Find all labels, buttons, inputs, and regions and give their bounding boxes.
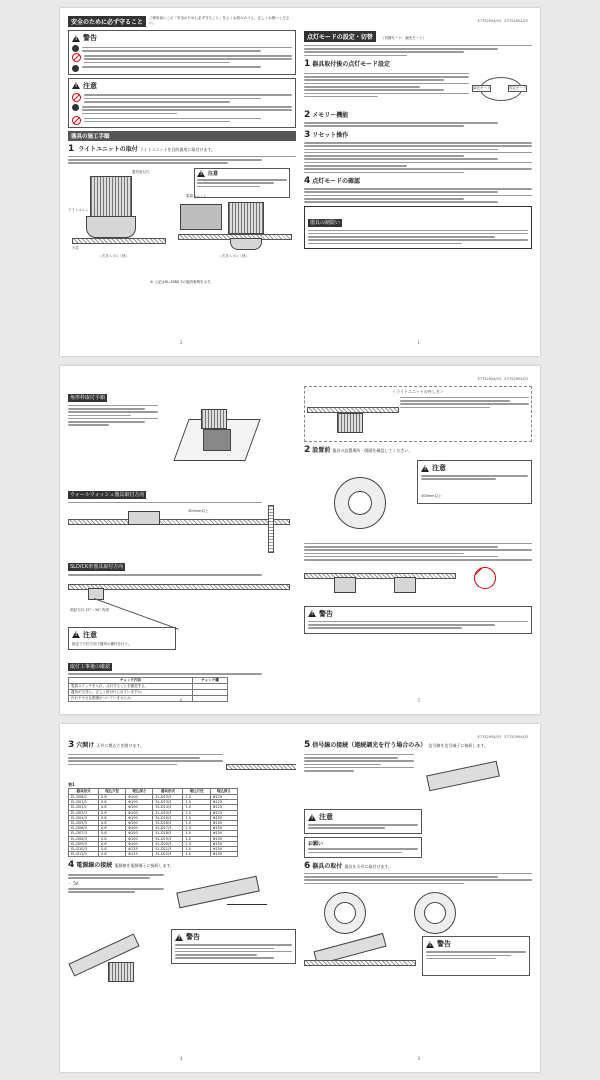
table-cell: EL-D22/3 bbox=[153, 852, 183, 857]
table-cell: Φ125 bbox=[210, 810, 237, 815]
label-power-unit: 電源ユニット bbox=[186, 194, 207, 198]
safety-heading: 安全のために必ず守ること bbox=[68, 16, 146, 27]
step-note: ライトユニットを目的器用に取付けます。 bbox=[139, 146, 216, 152]
table-cell: Φ125 bbox=[210, 805, 237, 810]
caution-box bbox=[417, 460, 532, 504]
section-title: 器具の取付 bbox=[312, 862, 343, 870]
caution-icon bbox=[72, 631, 80, 638]
lamp-inner bbox=[348, 491, 372, 515]
lamp bbox=[334, 577, 356, 593]
power-unit bbox=[180, 204, 222, 230]
section-number: 3 bbox=[304, 130, 311, 140]
table-cell: 0.8 bbox=[99, 841, 126, 846]
table-cell: 0.8 bbox=[99, 836, 126, 841]
diagram-caution-box bbox=[194, 168, 290, 198]
section-title: 電源線の接続 bbox=[76, 862, 113, 870]
ceiling-section bbox=[226, 764, 296, 770]
table-cell: 0.8 bbox=[99, 810, 126, 815]
sheet-3 bbox=[60, 724, 540, 1072]
page-1 bbox=[304, 16, 532, 348]
check-item: 器具が天井に、正しく取付けられていますか。 bbox=[69, 689, 193, 695]
table-cell: EL-D19/3 bbox=[153, 836, 183, 841]
section-title: メモリー機能 bbox=[312, 112, 349, 120]
placement-diagram bbox=[304, 459, 414, 539]
mandatory-icon bbox=[72, 45, 79, 52]
section-title: 設置前 bbox=[312, 447, 331, 454]
table-header: 器具形式 bbox=[153, 789, 183, 795]
section-number: 1 bbox=[304, 59, 311, 70]
sld-head: SLD/CK形器具取付方向 bbox=[70, 564, 124, 571]
table-cell: 0.8 bbox=[99, 826, 126, 831]
table-cell: 1.0 bbox=[183, 805, 210, 810]
heatsink-installed bbox=[228, 202, 264, 234]
distance-label: 300mm以上 bbox=[421, 493, 442, 498]
check-col-header: チェック欄 bbox=[193, 677, 228, 683]
prohibited-mark bbox=[474, 567, 514, 597]
table-cell: EL-D14/3 bbox=[153, 805, 183, 810]
signal-diagram bbox=[417, 754, 532, 804]
square-lamp bbox=[203, 429, 231, 451]
table-cell: EL-D11/3 bbox=[69, 852, 99, 857]
amperage-value: 5A bbox=[73, 880, 79, 886]
section-sub: 器具を天井に取付けます。 bbox=[344, 863, 393, 869]
installed-light bbox=[230, 238, 262, 250]
table-cell: 0.8 bbox=[99, 800, 126, 805]
section-number: 5 bbox=[304, 740, 311, 750]
table-cell: EL-D08/1 bbox=[69, 795, 99, 800]
table-cell: 1.0 bbox=[183, 831, 210, 836]
section-title: 器具取付後の点灯モード設定 bbox=[312, 61, 391, 69]
caution-label: 注意 bbox=[83, 81, 97, 90]
mode-setting-sub: （初期モード：調光モード） bbox=[380, 36, 427, 40]
section-title: 信号線の接続（連続調光を行う場合のみ） bbox=[312, 742, 427, 749]
beam-line bbox=[94, 598, 179, 630]
dimension-table bbox=[68, 788, 238, 857]
table-cell: EL-D16/3 bbox=[153, 820, 183, 825]
table-cell: 0.8 bbox=[99, 815, 126, 820]
wallwash-lamp bbox=[128, 511, 160, 525]
mode-a-label: 調光モード bbox=[473, 86, 491, 91]
wallwash-head: ウォールウォッシュ器具取付方向 bbox=[70, 492, 145, 498]
page-3 bbox=[304, 732, 532, 1064]
label-screw: 器具取付穴 bbox=[132, 170, 150, 174]
check-item: 汚れや小さな損傷がついていませんか。 bbox=[69, 695, 193, 701]
mode-setting-title: 点灯モードの設定・切替 bbox=[304, 31, 376, 42]
table-cell: 0.8 bbox=[99, 831, 126, 836]
table-cell: 1.0 bbox=[183, 810, 210, 815]
mounting-diagram bbox=[304, 886, 532, 976]
label-light-unit: ライトユニット bbox=[68, 208, 93, 212]
table-cell: Φ150 bbox=[210, 846, 237, 851]
signal-unit bbox=[426, 761, 500, 792]
table-cell: 0.8 bbox=[99, 820, 126, 825]
table-cell: Φ150 bbox=[210, 826, 237, 831]
square-frame-diagram bbox=[161, 405, 296, 475]
section-number: 2 bbox=[304, 110, 311, 121]
table-cell: 1.0 bbox=[183, 795, 210, 800]
section-number: 6 bbox=[304, 860, 311, 871]
table-cell: Φ100 bbox=[126, 810, 153, 815]
table-cell: Φ100 bbox=[126, 805, 153, 810]
warning-label: 警告 bbox=[186, 933, 200, 942]
table-cell: Φ150 bbox=[210, 820, 237, 825]
heatsink bbox=[201, 409, 227, 429]
mode-cycle-diagram bbox=[472, 71, 532, 107]
table-header: 埋込深さ bbox=[126, 789, 153, 795]
page-number: 6 bbox=[180, 698, 183, 703]
table-cell: EL-D15/3 bbox=[153, 810, 183, 815]
table-label: 表1 bbox=[68, 782, 75, 787]
removal-diagram bbox=[307, 397, 397, 437]
mandatory-icon bbox=[72, 104, 79, 111]
restriction-box bbox=[304, 206, 532, 249]
heatsink bbox=[90, 176, 132, 218]
table-cell: Φ100 bbox=[126, 795, 153, 800]
hole-diagram bbox=[226, 754, 296, 780]
ceiling-section bbox=[68, 519, 290, 525]
table-cell: EL-D03/3 bbox=[69, 810, 99, 815]
warning-label: 警告 bbox=[83, 34, 97, 42]
installation-diagram bbox=[68, 166, 296, 278]
warning-label: 警告 bbox=[319, 609, 333, 618]
caution-text: 指定で方位方向で器具の操作を行う。 bbox=[72, 641, 132, 646]
restriction-head: 器具の制限い bbox=[310, 219, 341, 226]
section-number: 3 bbox=[68, 740, 75, 750]
label-frame-b: 〈天井へ の〉（別） bbox=[218, 254, 249, 258]
clearance-diagram bbox=[304, 563, 532, 603]
page-4: 3 穴開け 天井に埋込穴を開けます。 表1 器具形式 埋込穴径 埋込深さ 器具形式 埋込穴径 埋込深さ EL-D08/1 0.8 Φ100 EL-D13/3 1.0 Φ125 EL-D01/1 0.8 Φ100 EL-D13/3 1.0 Φ125 EL-D02/1 0.8 Φ100 EL-D14/3 1.0 Φ125 EL-D03/3 0.8 Φ100 EL-D15/3 1.0 Φ125 EL-D04/3 0.8 Φ100 EL-D15/3 1.0 Φ150 EL-D05/3 0.8 Φ100 EL-D16/3 1.0 Φ150 EL-D06/3 0.8 Φ100 EL-D17/3 1.0 Φ150 EL-D07/3 0.8 Φ100 EL-D18/3 1.0 Φ150 EL-D08/3 0.8 Φ100 EL-D19/3 1.0 Φ150 EL-D09/3 0.8 Φ100 EL-D20/3 1.0 Φ150 EL-D10/3 0.8 Φ125 EL-D21/3 1.0 Φ150 EL-D11/3 0.8 Φ125 EL-D22/3 1.0 Φ150 4 電源線の接続 電源線を電源端子に接続します。 ・ 5A ! 警告 4 bbox=[68, 732, 296, 1064]
table-cell: Φ150 bbox=[210, 841, 237, 846]
caution-label: 注意 bbox=[319, 813, 333, 821]
wallwash-diagram bbox=[68, 505, 296, 551]
table-cell: EL-D01/1 bbox=[69, 800, 99, 805]
notice-label: お願い bbox=[308, 840, 324, 847]
check-cell[interactable] bbox=[193, 695, 228, 701]
label-frame-a: 〈天井へ の〉（別） bbox=[98, 254, 129, 258]
heatsink bbox=[108, 962, 134, 982]
page-number: 1 bbox=[417, 340, 420, 345]
table-cell: EL-D15/3 bbox=[153, 815, 183, 820]
table-cell: EL-D09/3 bbox=[69, 841, 99, 846]
table-cell: EL-D08/3 bbox=[69, 836, 99, 841]
table-cell: EL-D07/3 bbox=[69, 831, 99, 836]
table-cell: 1.0 bbox=[183, 841, 210, 846]
section-sub: 天井に埋込穴を開けます。 bbox=[96, 743, 145, 748]
caution-icon bbox=[421, 465, 429, 472]
table-cell: 1.0 bbox=[183, 815, 210, 820]
page-number: 4 bbox=[180, 1056, 183, 1061]
section-install-head: 器具の施工手順 bbox=[68, 131, 296, 141]
table-row bbox=[69, 852, 238, 857]
mode-b-label: 固定モード bbox=[509, 86, 527, 91]
page-2 bbox=[68, 16, 296, 348]
table-cell: Φ150 bbox=[210, 831, 237, 836]
table-cell: EL-D10/3 bbox=[69, 846, 99, 851]
caution-box bbox=[304, 809, 422, 834]
mandatory-icon bbox=[72, 65, 79, 72]
prohibited-icon bbox=[72, 53, 81, 62]
table-cell: Φ150 bbox=[210, 815, 237, 820]
warning-icon bbox=[308, 610, 316, 617]
prohibited-icon bbox=[474, 567, 496, 589]
warning-box bbox=[422, 936, 530, 976]
distance-label: 300mm以上 bbox=[188, 509, 209, 514]
sheet-1 bbox=[60, 8, 540, 356]
table-cell: 0.8 bbox=[99, 852, 126, 857]
check-table bbox=[68, 677, 228, 702]
light-unit-body bbox=[86, 216, 136, 238]
section-sub: 器具の設置場所・間隔を確認してください。 bbox=[332, 448, 413, 453]
table-cell: EL-D02/1 bbox=[69, 805, 99, 810]
caution-box bbox=[68, 627, 176, 650]
page-5 bbox=[304, 374, 532, 706]
table-cell: 0.8 bbox=[99, 805, 126, 810]
document-code: E7752954/03 E7752954/03 bbox=[477, 377, 528, 381]
table-cell: Φ125 bbox=[126, 846, 153, 851]
table-cell: 1.0 bbox=[183, 836, 210, 841]
table-cell: Φ125 bbox=[210, 795, 237, 800]
sld-diagram bbox=[68, 578, 296, 624]
table-cell: Φ150 bbox=[210, 836, 237, 841]
table-cell: Φ125 bbox=[210, 800, 237, 805]
step-number: 1 bbox=[68, 143, 75, 154]
table-cell: EL-D05/3 bbox=[69, 820, 99, 825]
table-cell: Φ100 bbox=[126, 836, 153, 841]
table-cell: 1.0 bbox=[183, 846, 210, 851]
page-number: 3 bbox=[417, 1056, 420, 1061]
page-number: 2 bbox=[180, 340, 183, 345]
wiring-diagram bbox=[167, 874, 296, 924]
sheet-2 bbox=[60, 366, 540, 714]
table-row bbox=[69, 695, 228, 701]
label-ceiling: 天井 bbox=[72, 246, 79, 250]
table-cell: 0.8 bbox=[99, 795, 126, 800]
removal-title: ＜ライトユニットの外し方＞ bbox=[392, 389, 444, 394]
warning-icon bbox=[426, 941, 434, 948]
wall bbox=[268, 505, 274, 553]
lamp bbox=[394, 577, 416, 593]
section-number: 4 bbox=[68, 860, 75, 871]
warning-icon bbox=[72, 35, 80, 42]
section-title: リセット操作 bbox=[312, 132, 349, 139]
warning-label: 警告 bbox=[437, 940, 451, 949]
table-cell: Φ100 bbox=[126, 800, 153, 805]
section-number: 4 bbox=[304, 176, 311, 187]
ceiling-section bbox=[304, 960, 416, 966]
table-cell: 1.0 bbox=[183, 826, 210, 831]
caution-box bbox=[68, 78, 296, 128]
angle-label: 照射方向 15°〜30° 程度 bbox=[70, 607, 110, 612]
caution-icon bbox=[197, 170, 205, 177]
table-cell: Φ100 bbox=[126, 826, 153, 831]
page-number: 5 bbox=[417, 698, 420, 703]
document-code: E7752954/03 E7752954/03 bbox=[477, 19, 528, 23]
table-header: 埋込穴径 bbox=[183, 789, 210, 795]
warning-icon bbox=[175, 934, 183, 941]
table-cell: EL-D21/3 bbox=[153, 846, 183, 851]
table-cell: Φ100 bbox=[126, 841, 153, 846]
caution-label: 注意 bbox=[432, 464, 446, 472]
page-6 bbox=[68, 374, 296, 706]
check-head: 取付工事後の確認 bbox=[70, 663, 111, 670]
section-title: 点灯モードの確認 bbox=[312, 178, 361, 186]
table-cell: 0.8 bbox=[99, 846, 126, 851]
table-cell: EL-D20/3 bbox=[153, 841, 183, 846]
heatsink bbox=[337, 413, 363, 433]
table-cell: EL-D06/3 bbox=[69, 826, 99, 831]
caution-icon bbox=[308, 814, 316, 821]
table-cell: Φ150 bbox=[210, 852, 237, 857]
table-cell: EL-D18/3 bbox=[153, 831, 183, 836]
table-header: 器具形式 bbox=[69, 789, 99, 795]
table-cell: EL-D17/3 bbox=[153, 826, 183, 831]
figure-caption: ※ 上記はSL-3580 7の施設案例を示す。 bbox=[150, 280, 214, 284]
table-cell: Φ100 bbox=[126, 831, 153, 836]
notice-box bbox=[304, 837, 422, 858]
table-cell: Φ100 bbox=[126, 820, 153, 825]
ceiling-section bbox=[304, 573, 456, 579]
check-item: 電源スイッチを入れ、点灯することを確認する。 bbox=[69, 683, 193, 689]
caution-label: 注意 bbox=[83, 630, 97, 639]
document-code: E7752954/03 E7752954/03 bbox=[477, 735, 528, 739]
table-cell: 1.0 bbox=[183, 852, 210, 857]
table-cell: EL-D13/3 bbox=[153, 795, 183, 800]
wire bbox=[227, 904, 267, 905]
caution-label: 注意 bbox=[208, 171, 219, 177]
table-cell: 1.0 bbox=[183, 820, 210, 825]
section-title: 穴開け bbox=[76, 742, 95, 749]
table-cell: EL-D04/3 bbox=[69, 815, 99, 820]
caution-icon bbox=[72, 82, 80, 89]
table-cell: Φ100 bbox=[126, 815, 153, 820]
prohibited-icon bbox=[72, 93, 81, 102]
step-title: ライトユニットの取付 bbox=[78, 145, 138, 153]
removal-box bbox=[304, 386, 532, 442]
table-cell: Φ125 bbox=[126, 852, 153, 857]
prohibited-icon bbox=[72, 116, 81, 125]
table-cell: EL-D13/3 bbox=[153, 800, 183, 805]
safety-intro: ご使用前にこの「安全のために必ず守ること」をよくお読みのうえ、正しくお使いください。 bbox=[149, 16, 290, 25]
table-cell: 1.0 bbox=[183, 800, 210, 805]
square-frame-head: 角形枠取付手順 bbox=[70, 395, 106, 401]
warning-box bbox=[171, 929, 296, 963]
ceiling-section bbox=[72, 238, 166, 244]
table-header: 埋込深さ bbox=[210, 789, 237, 795]
section-number: 2 bbox=[304, 445, 311, 455]
check-col-header: チェック内容 bbox=[69, 677, 193, 683]
warning-box bbox=[304, 606, 532, 634]
wiring-diagram-2 bbox=[68, 928, 168, 986]
section-sub: 電源線を電源端子に接続します。 bbox=[114, 863, 175, 869]
table-header: 埋込穴径 bbox=[99, 789, 126, 795]
warning-box bbox=[68, 30, 296, 75]
section-sub: 信号線を信号端子に接続します。 bbox=[428, 743, 489, 748]
